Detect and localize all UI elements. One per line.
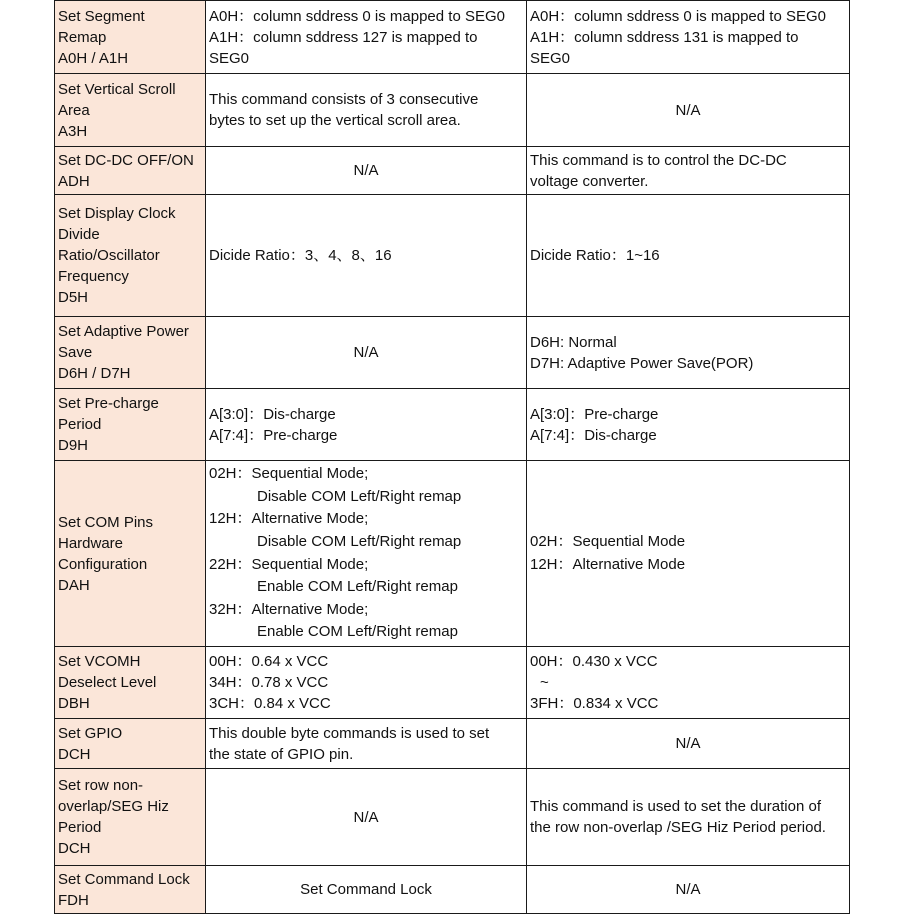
description-cell-1 — [206, 389, 527, 461]
command-name-line: Set row non- — [58, 777, 144, 794]
description-line: A[7:4]：Dis-charge — [530, 426, 657, 444]
description-cell-1 — [206, 719, 527, 769]
command-name-cell — [55, 1, 206, 74]
description-line: 22H：Sequential Mode; — [209, 555, 369, 573]
command-name-line: Remap — [58, 28, 107, 46]
command-name-line: Configuration — [58, 555, 148, 573]
command-name-line: Save — [58, 344, 93, 361]
table-row — [55, 866, 850, 914]
table-row — [55, 317, 850, 389]
description-cell-1 — [206, 769, 527, 866]
command-name-line: Deselect Level — [58, 674, 157, 691]
command-name-line: D6H / D7H — [58, 365, 131, 382]
table-row — [55, 1, 850, 74]
description-line: A1H：column sddress 131 is mapped to — [530, 28, 799, 46]
command-name-cell — [55, 74, 206, 147]
description-cell-2 — [527, 719, 850, 769]
command-name-cell — [55, 195, 206, 317]
table-row — [55, 647, 850, 719]
description-cell-1 — [206, 195, 527, 317]
command-name-line: Area — [58, 101, 90, 119]
description-line: A[7:4]：Pre-charge — [209, 426, 338, 444]
command-name-line: Set VCOMH — [58, 653, 141, 670]
description-line: N/A — [353, 162, 379, 179]
description-cell-2 — [527, 647, 850, 719]
description-cell-2 — [527, 769, 850, 866]
description-cell-1 — [206, 74, 527, 147]
command-name-line: Period — [58, 416, 102, 433]
command-name-cell — [55, 866, 206, 914]
command-name-line: Period — [58, 819, 102, 836]
command-table — [54, 0, 850, 914]
command-name-line: DCH — [58, 840, 91, 857]
description-cell-2 — [527, 866, 850, 914]
table-row — [55, 769, 850, 866]
description-line: Enable COM Left/Right remap — [257, 623, 458, 641]
description-line: Disable COM Left/Right remap — [257, 487, 462, 505]
description-line: 02H：Sequential Mode; — [209, 465, 369, 483]
description-line: A[3:0]：Pre-charge — [530, 405, 659, 423]
description-line: This command is to control the DC-DC — [530, 151, 787, 169]
table-row — [55, 719, 850, 769]
command-name-line: ADH — [58, 172, 90, 190]
command-name-cell — [55, 719, 206, 769]
command-name-line: Set Pre-charge — [58, 395, 159, 412]
command-name-line: FDH — [58, 891, 89, 909]
description-line: Dicide Ratio：3、4、8、16 — [209, 247, 392, 264]
table-row — [55, 389, 850, 461]
command-name-line: Set Display Clock — [58, 205, 176, 222]
command-name-line: Ratio/Oscillator — [58, 247, 160, 264]
description-cell-1 — [206, 147, 527, 195]
description-line: N/A — [353, 344, 379, 361]
table-row — [55, 461, 850, 647]
description-line: This command is used to set the duration of — [530, 798, 821, 815]
command-name-line: Set Vertical Scroll — [58, 80, 176, 98]
command-name-line: A0H / A1H — [58, 49, 129, 67]
description-line: 12H：Alternative Mode; — [209, 510, 369, 528]
command-name-line: Set Adaptive Power — [58, 323, 189, 340]
command-name-line: D5H — [58, 289, 89, 306]
command-name-line: Set GPIO — [58, 724, 123, 742]
command-name-cell — [55, 317, 206, 389]
command-name-line: Set DC-DC OFF/ON — [58, 151, 194, 169]
command-name-line: D9H — [58, 437, 89, 454]
description-line: the row non-overlap /SEG Hiz Period period. — [530, 819, 826, 836]
description-line: 12H：Alternative Mode — [530, 555, 686, 573]
description-cell-2 — [527, 74, 850, 147]
description-cell-1 — [206, 647, 527, 719]
command-name-line: overlap/SEG Hiz — [58, 798, 169, 815]
command-name-line: DCH — [58, 745, 91, 763]
command-name-line: A3H — [58, 122, 88, 140]
description-line: 3CH：0.84 x VCC — [209, 695, 331, 712]
description-line: bytes to set up the vertical scroll area. — [209, 112, 461, 129]
command-name-line: Hardware — [58, 534, 124, 552]
description-line: D7H: Adaptive Power Save(POR) — [530, 354, 754, 372]
command-name-cell — [55, 769, 206, 866]
table-row — [55, 147, 850, 195]
description-line: Dicide Ratio：1~16 — [530, 247, 660, 264]
command-name-line: Set COM Pins — [58, 513, 154, 531]
description-cell-2 — [527, 195, 850, 317]
description-line: A0H：column sddress 0 is mapped to SEG0 — [530, 7, 826, 25]
description-line: This command consists of 3 consecutive — [209, 91, 479, 108]
description-line: N/A — [353, 808, 379, 826]
description-line: 34H：0.78 x VCC — [209, 674, 329, 691]
command-name-line: Frequency — [58, 268, 129, 285]
command-name-line: Set Segment — [58, 7, 145, 25]
description-cell-1 — [206, 866, 527, 914]
description-line: the state of GPIO pin. — [209, 745, 354, 763]
description-line: D6H: Normal — [530, 333, 617, 351]
command-name-cell — [55, 647, 206, 719]
description-line: ~ — [540, 674, 549, 691]
description-line: A[3:0]：Dis-charge — [209, 405, 336, 423]
table-row — [55, 74, 850, 147]
description-cell-1 — [206, 1, 527, 74]
description-line: Disable COM Left/Right remap — [257, 532, 462, 550]
description-line: 3FH：0.834 x VCC — [530, 695, 659, 712]
description-cell-2 — [527, 389, 850, 461]
command-name-line: DAH — [58, 576, 90, 594]
description-line: SEG0 — [209, 49, 250, 67]
description-cell-2 — [527, 147, 850, 195]
description-cell-2 — [527, 1, 850, 74]
description-line: 00H：0.64 x VCC — [209, 653, 329, 670]
description-line: SEG0 — [530, 49, 571, 67]
description-line: voltage converter. — [530, 172, 649, 190]
description-line: A0H：column sddress 0 is mapped to SEG0 — [209, 7, 505, 25]
description-line: 32H：Alternative Mode; — [209, 600, 369, 618]
description-line: 00H：0.430 x VCC — [530, 653, 658, 670]
command-name-cell — [55, 461, 206, 647]
description-cell-2 — [527, 461, 850, 647]
description-line: This double byte commands is used to set — [209, 724, 490, 742]
description-line: Enable COM Left/Right remap — [257, 578, 458, 596]
command-name-cell — [55, 147, 206, 195]
command-name-cell — [55, 389, 206, 461]
description-line: N/A — [675, 881, 701, 898]
description-line: A1H：column sddress 127 is mapped to — [209, 28, 478, 46]
description-cell-1 — [206, 461, 527, 647]
command-name-line: Set Command Lock — [58, 870, 190, 888]
command-name-line: Divide — [58, 226, 100, 243]
table-row — [55, 195, 850, 317]
description-line: N/A — [675, 735, 701, 752]
command-name-line: DBH — [58, 695, 90, 712]
description-cell-1 — [206, 317, 527, 389]
description-line: N/A — [675, 101, 701, 119]
description-cell-2 — [527, 317, 850, 389]
description-line: Set Command Lock — [300, 881, 432, 898]
description-line: 02H：Sequential Mode — [530, 532, 686, 550]
